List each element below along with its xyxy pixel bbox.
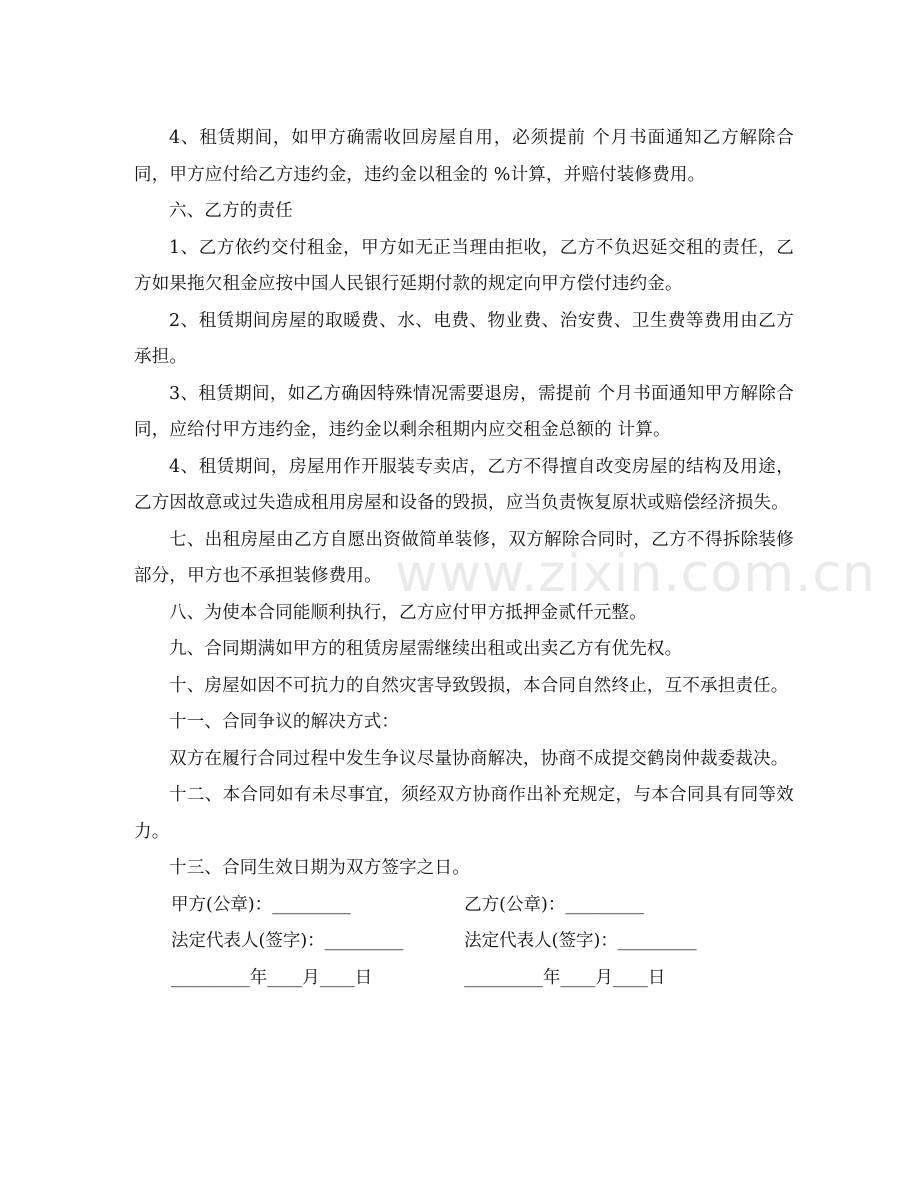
party-b-seal-line: 乙方(公章)：_________ [464,894,645,915]
clause-6-2: 2、租赁期间房屋的取暖费、水、电费、物业费、治安费、卫生费等费用由乙方承担。 [134,310,794,367]
clause-6-1: 1、乙方依约交付租金，甲方如无正当理由拒收，乙方不负迟延交租的责任，乙方如果拖欠租金应按中国人民银行延期付款的规定向甲方偿付违约金。 [134,237,794,294]
section-9: 九、合同期满如甲方的租赁房屋需继续出租或出卖乙方有优先权。 [169,639,683,659]
party-a-rep-line: 法定代表人(签字)：_________ [171,931,404,951]
section-11-heading: 十一、合同争议的解决方式： [169,712,400,732]
contract-body [134,120,794,996]
section-13: 十三、合同生效日期为双方签字之日。 [169,858,470,878]
signature-row-date [134,960,794,997]
party-a-seal-line: 甲方(公章)：_________ [171,894,351,915]
clause-6-3: 3、租赁期间，如乙方确因特殊情况需要退房，需提前 个月书面通知甲方解除合同，应给付甲方违约金，违约金以剩余租期内应交租金总额的 计算。 [134,383,794,440]
section-11-text: 双方在履行合同过程中发生争议尽量协商解决，协商不成提交鹤岗仲裁委裁决。 [169,748,789,769]
section-7: 七、出租房屋由乙方自愿出资做简单装修，双方解除合同时，乙方不得拆除装修部分，甲方也不承担装修费用。 [134,529,794,586]
section-10: 十、房屋如因不可抗力的自然灾害导致毁损，本合同自然终止，互不承担责任。 [169,675,789,696]
party-a-date-line: _________年____月____日 [171,967,373,988]
party-b-rep-line: 法定代表人(签字)：_________ [464,931,697,951]
clause-6-4: 4、租赁期间，房屋用作开服装专卖店，乙方不得擅自改变房屋的结构及用途，乙方因故意或过失造成租用房屋和设备的毁损，应当负责恢复原状或赔偿经济损失。 [134,456,794,513]
clause-4-landlord-reclaim: 4、租赁期间，如甲方确需收回房屋自用，必须提前 个月书面通知乙方解除合同，甲方应付给乙方违约金，违约金以租金的 %计算，并赔付装修费用。 [134,128,794,185]
section-8: 八、为使本合同能顺利执行，乙方应付甲方抵押金贰仟元整。 [169,602,647,623]
watermark-text: www.zixin.com.cn [395,544,876,604]
section-6-heading: 六、乙方的责任 [169,201,293,221]
signature-row-rep [134,923,794,960]
party-b-date-line: _________年____月____日 [464,967,666,988]
signature-row-seal [134,887,794,924]
section-12: 十二、本合同如有未尽事宜，须经双方协商作出补充规定，与本合同具有同等效力。 [134,785,794,842]
